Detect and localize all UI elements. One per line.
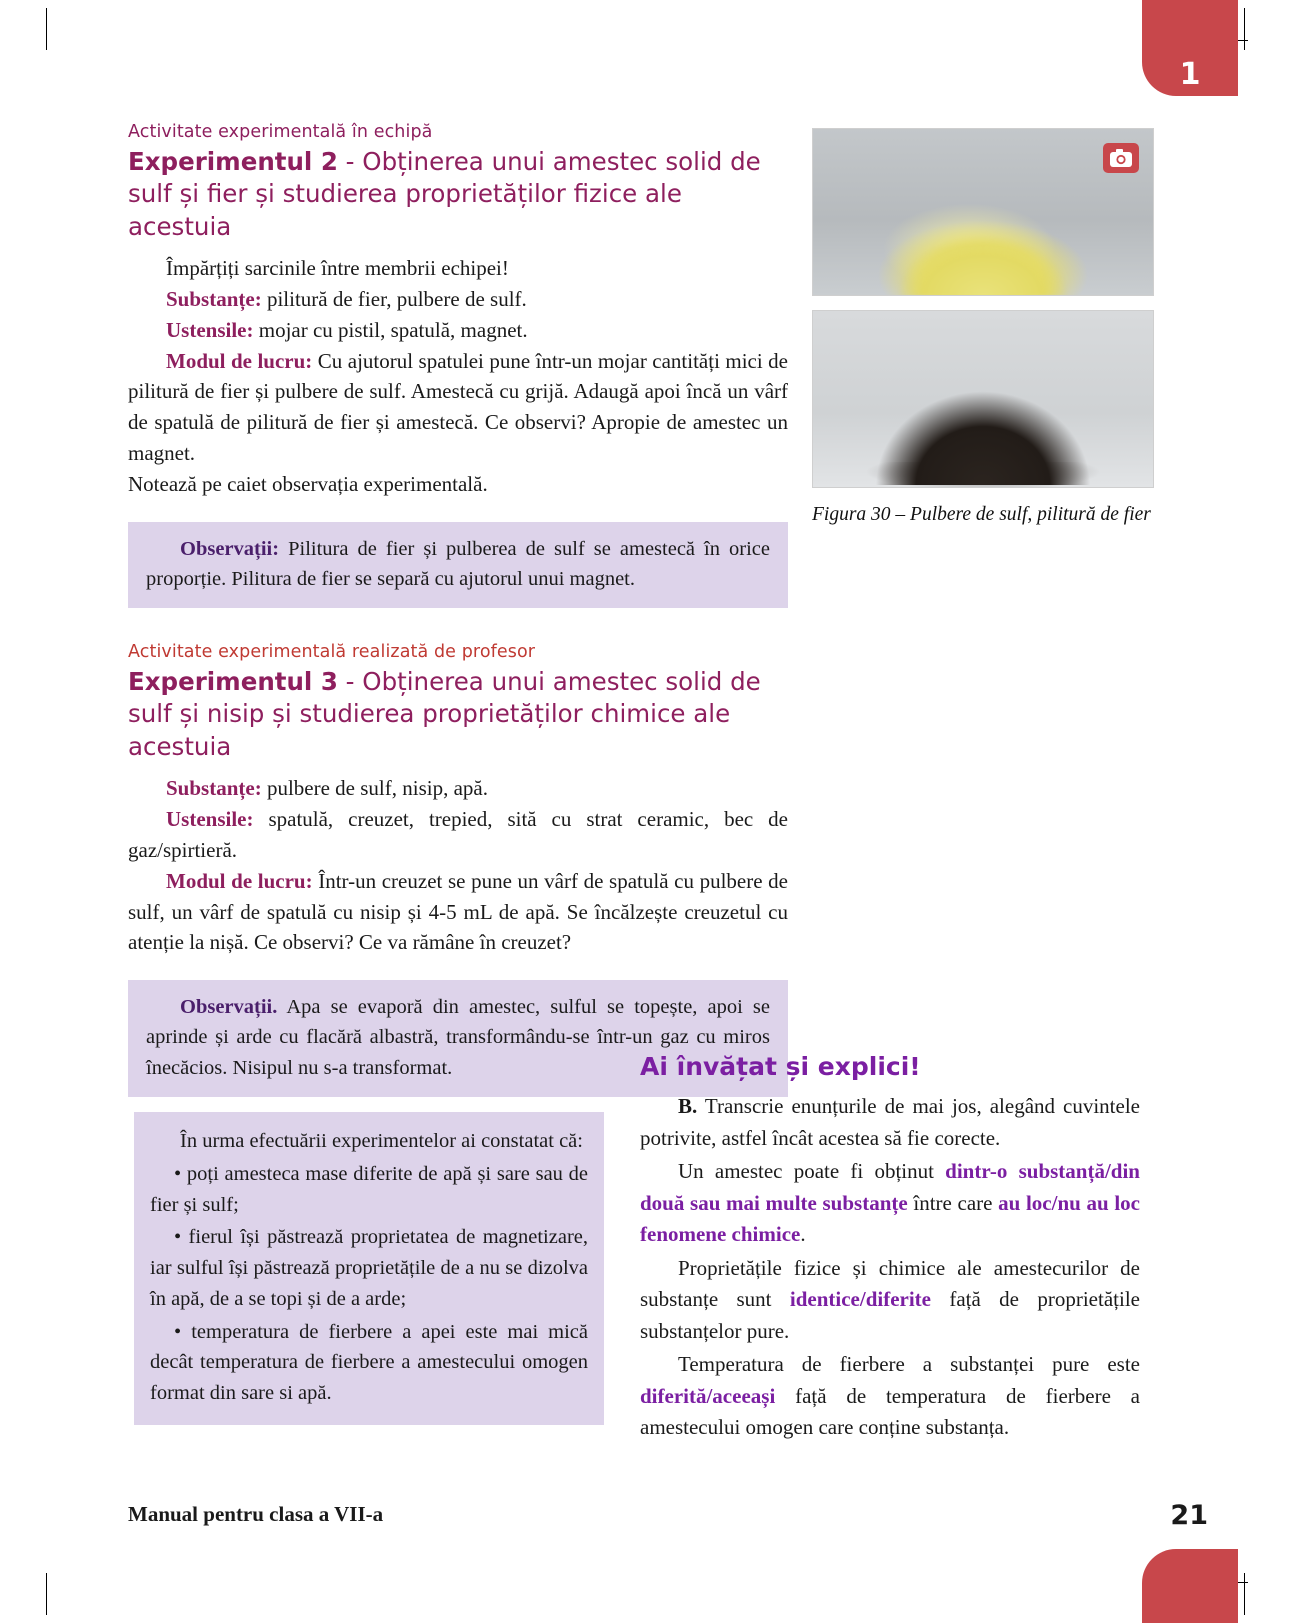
experiment2-observations-box bbox=[128, 522, 788, 608]
experiment2-intro: Împărțiți sarcinile între membrii echipei! bbox=[166, 255, 509, 280]
experiment3-ustensile bbox=[128, 804, 788, 866]
observations-label-3: Observații. bbox=[180, 996, 278, 1019]
summary-intro: În urma efectuării experimentelor ai constatat că: bbox=[180, 1130, 583, 1152]
experiment3-substante bbox=[128, 773, 788, 804]
figure-block bbox=[812, 128, 1152, 528]
statement1-part-a: Un amestec poate fi obținut bbox=[678, 1159, 946, 1183]
statement1-part-b: între care bbox=[907, 1190, 999, 1215]
learned-statement-3 bbox=[640, 1349, 1140, 1444]
crop-mark-top-left bbox=[46, 8, 47, 50]
experiment2-title-bold: Experimentul 2 bbox=[128, 147, 338, 176]
statement1-choice-2: au loc/nu au loc fenomene chimice bbox=[640, 1190, 1140, 1246]
observations-text: Pilitura de fier și pulberea de sulf se amestecă în orice proporție. Pilitura de fier se separă cu ajutorul unui magnet. bbox=[146, 537, 770, 590]
learned-statement-2 bbox=[640, 1253, 1140, 1348]
learned-b-text: Transcrie enunțurile de mai jos, alegând cuvintele potrivite, astfel încât acestea să fie corecte. bbox=[640, 1094, 1140, 1150]
summary-bullet-1: • poți amesteca mase diferite de apă și sare sau de fier și sulf; bbox=[150, 1162, 588, 1216]
experiment3-kicker: Activitate experimentală realizată de profesor bbox=[128, 642, 536, 663]
mod-lucru-label-3: Modul de lucru: bbox=[166, 868, 313, 893]
learned-section bbox=[640, 1052, 1140, 1446]
mod-lucru-text-3: Într-un creuzet se pune un vârf de spatulă cu pulbere de sulf, un vârf de spatulă cu nisip și 4-5 mL de apă. Se încălzește creuzetul cu atenție la nișă. Ce observi? Ce va rămâne în creuzet? bbox=[128, 868, 788, 955]
statement2-choice-1: identice/diferite bbox=[789, 1287, 931, 1311]
ustensile-label: Ustensile: bbox=[166, 317, 254, 342]
experiment2-title bbox=[128, 146, 788, 243]
experiment2-note: Notează pe caiet observația experimentală. bbox=[128, 472, 488, 496]
crop-mark-bottom-left bbox=[46, 1573, 47, 1615]
learned-statement-1 bbox=[640, 1156, 1140, 1251]
experiment2-ustensile bbox=[128, 315, 788, 346]
observations-label: Observații: bbox=[180, 537, 280, 560]
experiment2-observations bbox=[146, 534, 770, 594]
camera-icon bbox=[1103, 143, 1139, 173]
statement3-choice-1: diferită/aceeași bbox=[640, 1383, 776, 1408]
main-text-column bbox=[128, 122, 788, 1105]
summary-bullet-2: • fierul își păstrează proprietatea de magnetizare, iar sulful își păstrează proprietățile de a nu se dizolva în apă, de a se topi și de a arde; bbox=[150, 1226, 588, 1310]
experiment2-mod-lucru bbox=[128, 346, 788, 469]
statement2-part-b: față de proprietățile substanțelor pure. bbox=[640, 1287, 1140, 1343]
summary-box bbox=[134, 1112, 604, 1425]
statement1-part-c: . bbox=[800, 1222, 806, 1246]
learned-b-letter: B. bbox=[678, 1094, 698, 1118]
mod-lucru-text: Cu ajutorul spatulei pune într-un mojar cantități mici de pilitură de fier și pulbere de sulf. Amestecă cu grijă. Adaugă apoi încă un vârf de spatulă de pilitură de fier și amestecă. Ce observi? Apropie de amestec un magnet. bbox=[128, 348, 789, 466]
ustensile-text: mojar cu pistil, spatulă, magnet. bbox=[253, 317, 528, 342]
statement3-part-a: Temperatura de fierbere a substanței pure este bbox=[678, 1352, 1140, 1376]
pilitura-de-fier-photo bbox=[812, 310, 1154, 488]
statement2-part-a: Proprietățile fizice și chimice ale amestecurilor de substanțe sunt bbox=[640, 1255, 1140, 1311]
experiment3-title-bold: Experimentul 3 bbox=[128, 667, 338, 697]
chapter-tab bbox=[1142, 0, 1238, 96]
substante-label-3: Substanțe: bbox=[166, 776, 262, 801]
crop-mark-bottom-right bbox=[1244, 1573, 1245, 1615]
learned-intro bbox=[640, 1091, 1140, 1154]
substante-label: Substanțe: bbox=[166, 286, 262, 311]
ustensile-text-3: spatulă, creuzet, trepied, sită cu strat ceramic, bec de gaz/spirtieră. bbox=[128, 806, 788, 862]
summary-bullet-3: • temperatura de fierbere a apei este mai mică decât temperatura de fierbere a amestecului omogen format din sare si apă. bbox=[150, 1320, 588, 1404]
pulbere-de-sulf-photo bbox=[812, 128, 1154, 296]
experiment3-mod-lucru bbox=[128, 866, 788, 959]
figure-caption: Figura 30 – Pulbere de sulf, pilitură de fier bbox=[812, 504, 1151, 525]
learned-title: Ai învățat și explici! bbox=[640, 1052, 921, 1081]
ustensile-label-3: Ustensile: bbox=[166, 806, 254, 831]
experiment2-title-rest: - Obținerea unui amestec solid de sulf și fier și studierea proprietăților fizice ale acestuia bbox=[128, 147, 761, 241]
footer-text: Manual pentru clasa a VII-a bbox=[128, 1502, 384, 1526]
experiment2-substante bbox=[128, 284, 788, 315]
experiment3-title-rest: - Obținerea unui amestec solid de sulf și nisip și studierea proprietăților chimice ale acestuia bbox=[128, 667, 761, 761]
chapter-number: 1 bbox=[1179, 57, 1201, 92]
statement3-part-b: față de temperatura de fierbere a amestecului omogen care conține substanța. bbox=[640, 1383, 1140, 1439]
crop-mark-top-right bbox=[1244, 8, 1245, 50]
substante-text-3: pulbere de sulf, nisip, apă. bbox=[261, 776, 488, 801]
experiment3-title bbox=[128, 666, 788, 763]
mod-lucru-label: Modul de lucru: bbox=[166, 348, 313, 373]
page-number: 21 bbox=[1170, 1500, 1208, 1531]
experiment2-kicker: Activitate experimentală în echipă bbox=[128, 122, 433, 142]
substante-text: pilitură de fier, pulbere de sulf. bbox=[261, 286, 527, 311]
observations-text-3: Apa se evaporă din amestec, sulful se topește, apoi se aprinde și arde cu flacără albastră, transformându-se într-un gaz cu miros înecăcios. Nisipul nu s-a transformat. bbox=[146, 996, 770, 1079]
statement1-choice-1: dintr-o substanță/din două sau mai multe substanțe bbox=[640, 1159, 1140, 1215]
footer-corner-decoration bbox=[1142, 1549, 1238, 1623]
